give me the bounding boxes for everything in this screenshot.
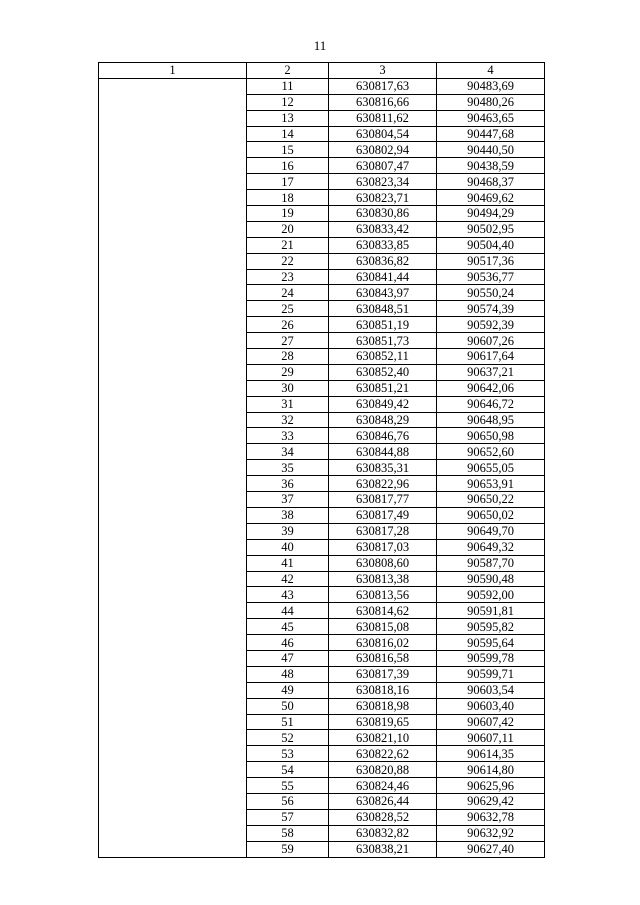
x-coordinate-cell: 630851,21	[329, 380, 437, 396]
point-number-cell: 33	[247, 428, 329, 444]
point-number-cell: 32	[247, 412, 329, 428]
y-coordinate-cell: 90637,21	[437, 364, 545, 380]
x-coordinate-cell: 630841,44	[329, 269, 437, 285]
y-coordinate-cell: 90607,42	[437, 714, 545, 730]
y-coordinate-cell: 90494,29	[437, 206, 545, 222]
point-number-cell: 35	[247, 460, 329, 476]
x-coordinate-cell: 630807,47	[329, 158, 437, 174]
x-coordinate-cell: 630817,63	[329, 78, 437, 94]
point-number-cell: 50	[247, 698, 329, 714]
x-coordinate-cell: 630852,11	[329, 349, 437, 365]
y-coordinate-cell: 90617,64	[437, 349, 545, 365]
point-number-cell: 58	[247, 825, 329, 841]
x-coordinate-cell: 630822,96	[329, 476, 437, 492]
point-number-cell: 59	[247, 841, 329, 857]
point-number-cell: 47	[247, 650, 329, 666]
y-coordinate-cell: 90469,62	[437, 190, 545, 206]
y-coordinate-cell: 90607,11	[437, 730, 545, 746]
point-number-cell: 17	[247, 174, 329, 190]
y-coordinate-cell: 90632,78	[437, 809, 545, 825]
x-coordinate-cell: 630813,38	[329, 571, 437, 587]
y-coordinate-cell: 90480,26	[437, 94, 545, 110]
x-coordinate-cell: 630824,46	[329, 778, 437, 794]
x-coordinate-cell: 630823,71	[329, 190, 437, 206]
table-body	[99, 78, 545, 857]
point-number-cell: 15	[247, 142, 329, 158]
y-coordinate-cell: 90599,78	[437, 650, 545, 666]
x-coordinate-cell: 630804,54	[329, 126, 437, 142]
point-number-cell: 41	[247, 555, 329, 571]
x-coordinate-cell: 630817,03	[329, 539, 437, 555]
point-number-cell: 57	[247, 809, 329, 825]
x-coordinate-cell: 630816,58	[329, 650, 437, 666]
column-header-3: 3	[329, 63, 437, 79]
y-coordinate-cell: 90504,40	[437, 237, 545, 253]
point-number-cell: 30	[247, 380, 329, 396]
y-coordinate-cell: 90468,37	[437, 174, 545, 190]
y-coordinate-cell: 90655,05	[437, 460, 545, 476]
point-number-cell: 21	[247, 237, 329, 253]
point-number-cell: 43	[247, 587, 329, 603]
point-number-cell: 54	[247, 762, 329, 778]
y-coordinate-cell: 90652,60	[437, 444, 545, 460]
point-number-cell: 40	[247, 539, 329, 555]
y-coordinate-cell: 90517,36	[437, 253, 545, 269]
column-header-4: 4	[437, 63, 545, 79]
point-number-cell: 12	[247, 94, 329, 110]
point-number-cell: 23	[247, 269, 329, 285]
column-header-2: 2	[247, 63, 329, 79]
point-number-cell: 11	[247, 78, 329, 94]
x-coordinate-cell: 630817,28	[329, 523, 437, 539]
y-coordinate-cell: 90627,40	[437, 841, 545, 857]
point-number-cell: 52	[247, 730, 329, 746]
y-coordinate-cell: 90483,69	[437, 78, 545, 94]
x-coordinate-cell: 630852,40	[329, 364, 437, 380]
x-coordinate-cell: 630822,62	[329, 746, 437, 762]
y-coordinate-cell: 90440,50	[437, 142, 545, 158]
x-coordinate-cell: 630832,82	[329, 825, 437, 841]
y-coordinate-cell: 90590,48	[437, 571, 545, 587]
y-coordinate-cell: 90607,26	[437, 333, 545, 349]
y-coordinate-cell: 90603,54	[437, 682, 545, 698]
x-coordinate-cell: 630811,62	[329, 110, 437, 126]
x-coordinate-cell: 630833,85	[329, 237, 437, 253]
point-number-cell: 55	[247, 778, 329, 794]
point-number-cell: 48	[247, 666, 329, 682]
x-coordinate-cell: 630821,10	[329, 730, 437, 746]
point-number-cell: 25	[247, 301, 329, 317]
x-coordinate-cell: 630835,31	[329, 460, 437, 476]
y-coordinate-cell: 90650,22	[437, 492, 545, 508]
point-number-cell: 13	[247, 110, 329, 126]
point-number-cell: 36	[247, 476, 329, 492]
coordinates-table	[98, 62, 545, 858]
page-number: 11	[313, 38, 327, 53]
x-coordinate-cell: 630808,60	[329, 555, 437, 571]
y-coordinate-cell: 90603,40	[437, 698, 545, 714]
x-coordinate-cell: 630843,97	[329, 285, 437, 301]
x-coordinate-cell: 630851,73	[329, 333, 437, 349]
point-number-cell: 29	[247, 364, 329, 380]
table-row	[99, 78, 545, 94]
x-coordinate-cell: 630813,56	[329, 587, 437, 603]
y-coordinate-cell: 90614,80	[437, 762, 545, 778]
x-coordinate-cell: 630823,34	[329, 174, 437, 190]
x-coordinate-cell: 630802,94	[329, 142, 437, 158]
y-coordinate-cell: 90438,59	[437, 158, 545, 174]
y-coordinate-cell: 90649,32	[437, 539, 545, 555]
x-coordinate-cell: 630814,62	[329, 603, 437, 619]
point-number-cell: 18	[247, 190, 329, 206]
y-coordinate-cell: 90632,92	[437, 825, 545, 841]
point-number-cell: 42	[247, 571, 329, 587]
point-number-cell: 51	[247, 714, 329, 730]
y-coordinate-cell: 90595,64	[437, 635, 545, 651]
y-coordinate-cell: 90536,77	[437, 269, 545, 285]
y-coordinate-cell: 90646,72	[437, 396, 545, 412]
point-number-cell: 27	[247, 333, 329, 349]
point-number-cell: 44	[247, 603, 329, 619]
y-coordinate-cell: 90592,00	[437, 587, 545, 603]
y-coordinate-cell: 90592,39	[437, 317, 545, 333]
point-number-cell: 39	[247, 523, 329, 539]
y-coordinate-cell: 90599,71	[437, 666, 545, 682]
x-coordinate-cell: 630818,98	[329, 698, 437, 714]
y-coordinate-cell: 90447,68	[437, 126, 545, 142]
x-coordinate-cell: 630830,86	[329, 206, 437, 222]
point-number-cell: 53	[247, 746, 329, 762]
point-number-cell: 28	[247, 349, 329, 365]
table-header-row	[99, 63, 545, 79]
point-number-cell: 24	[247, 285, 329, 301]
point-number-cell: 22	[247, 253, 329, 269]
y-coordinate-cell: 90642,06	[437, 380, 545, 396]
y-coordinate-cell: 90625,96	[437, 778, 545, 794]
x-coordinate-cell: 630820,88	[329, 762, 437, 778]
point-number-cell: 38	[247, 507, 329, 523]
point-number-cell: 49	[247, 682, 329, 698]
y-coordinate-cell: 90550,24	[437, 285, 545, 301]
x-coordinate-cell: 630818,16	[329, 682, 437, 698]
point-number-cell: 14	[247, 126, 329, 142]
y-coordinate-cell: 90650,98	[437, 428, 545, 444]
point-number-cell: 46	[247, 635, 329, 651]
x-coordinate-cell: 630817,39	[329, 666, 437, 682]
point-number-cell: 19	[247, 206, 329, 222]
y-coordinate-cell: 90502,95	[437, 221, 545, 237]
point-number-cell: 20	[247, 221, 329, 237]
x-coordinate-cell: 630816,02	[329, 635, 437, 651]
x-coordinate-cell: 630817,49	[329, 507, 437, 523]
point-number-cell: 45	[247, 619, 329, 635]
y-coordinate-cell: 90587,70	[437, 555, 545, 571]
x-coordinate-cell: 630848,51	[329, 301, 437, 317]
column-header-1: 1	[99, 63, 247, 79]
point-number-cell: 56	[247, 793, 329, 809]
x-coordinate-cell: 630833,42	[329, 221, 437, 237]
x-coordinate-cell: 630846,76	[329, 428, 437, 444]
x-coordinate-cell: 630826,44	[329, 793, 437, 809]
x-coordinate-cell: 630844,88	[329, 444, 437, 460]
point-number-cell: 31	[247, 396, 329, 412]
column-1-cell	[99, 78, 247, 857]
y-coordinate-cell: 90614,35	[437, 746, 545, 762]
y-coordinate-cell: 90649,70	[437, 523, 545, 539]
x-coordinate-cell: 630816,66	[329, 94, 437, 110]
y-coordinate-cell: 90574,39	[437, 301, 545, 317]
point-number-cell: 16	[247, 158, 329, 174]
x-coordinate-cell: 630838,21	[329, 841, 437, 857]
x-coordinate-cell: 630815,08	[329, 619, 437, 635]
y-coordinate-cell: 90653,91	[437, 476, 545, 492]
x-coordinate-cell: 630828,52	[329, 809, 437, 825]
y-coordinate-cell: 90650,02	[437, 507, 545, 523]
x-coordinate-cell: 630819,65	[329, 714, 437, 730]
y-coordinate-cell: 90595,82	[437, 619, 545, 635]
point-number-cell: 34	[247, 444, 329, 460]
y-coordinate-cell: 90463,65	[437, 110, 545, 126]
x-coordinate-cell: 630848,29	[329, 412, 437, 428]
x-coordinate-cell: 630849,42	[329, 396, 437, 412]
y-coordinate-cell: 90648,95	[437, 412, 545, 428]
y-coordinate-cell: 90591,81	[437, 603, 545, 619]
x-coordinate-cell: 630836,82	[329, 253, 437, 269]
x-coordinate-cell: 630817,77	[329, 492, 437, 508]
point-number-cell: 26	[247, 317, 329, 333]
x-coordinate-cell: 630851,19	[329, 317, 437, 333]
y-coordinate-cell: 90629,42	[437, 793, 545, 809]
point-number-cell: 37	[247, 492, 329, 508]
